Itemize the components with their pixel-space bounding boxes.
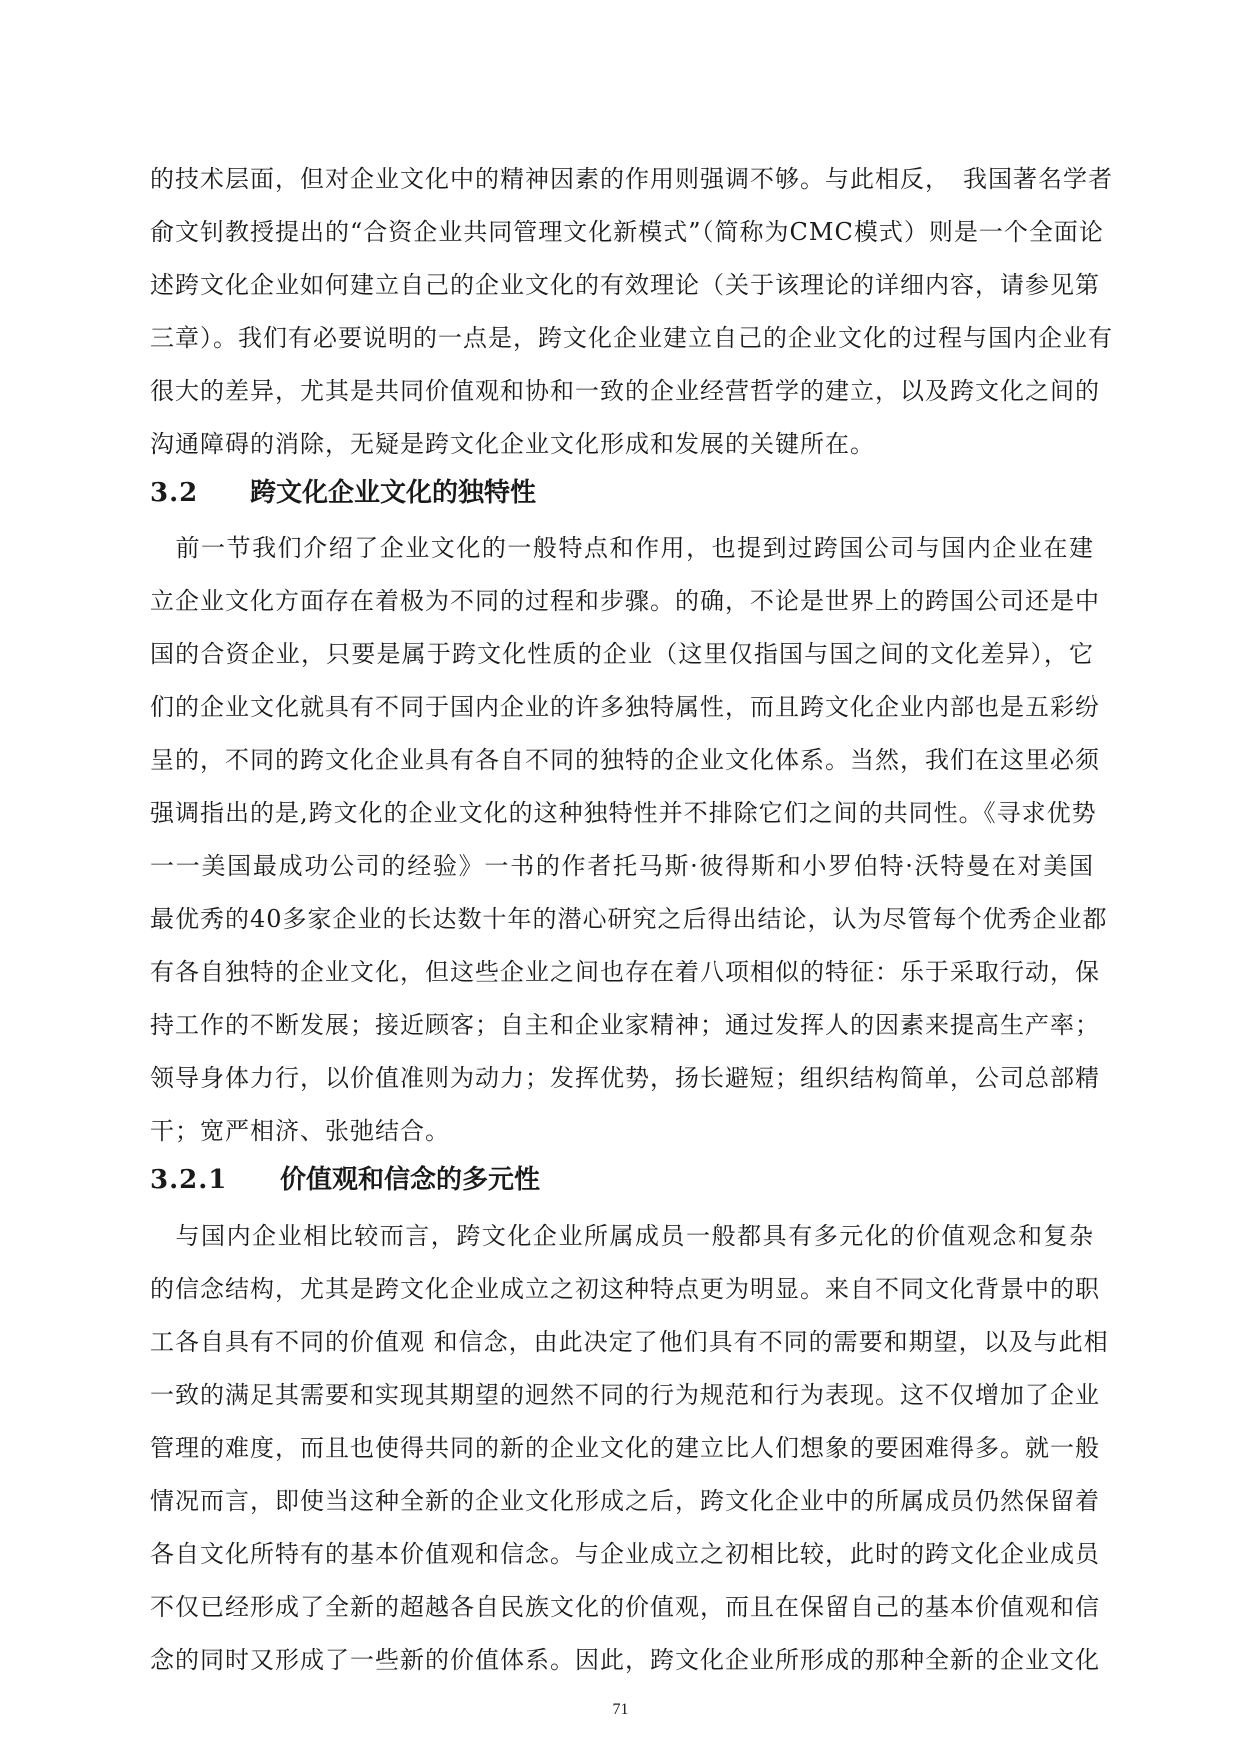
section-heading-3-2	[150, 477, 1094, 509]
paragraph-3-line-6: 情况而言，即使当这种全新的企业文化形成之后，跨文化企业中的所属成员仍然保留着	[150, 1487, 1100, 1515]
paragraph-3-line-2: 的信念结构，尤其是跨文化企业成立之初这种特点更为明显。来自不同文化背景中的职	[150, 1275, 1100, 1303]
paragraph-2-line-11: 领导身体力行，以价值准则为动力；发挥优势，扬长避短；组织结构简单，公司总部精	[150, 1064, 1100, 1092]
paragraph-3-line-4: 一致的满足其需要和实现其期望的迥然不同的行为规范和行为表现。这不仅增加了企业	[150, 1381, 1100, 1409]
paragraph-2-line-6: 强调指出的是,跨文化的企业文化的这种独特性并不排除它们之间的共同性。《寻求优势	[150, 799, 1097, 827]
section-number: 3.2	[150, 478, 199, 508]
paragraph-2-line-3: 国的合资企业，只要是属于跨文化性质的企业（这里仅指国与国之间的文化差异），它	[150, 640, 1094, 668]
paragraph-2-line-5: 呈的，不同的跨文化企业具有各自不同的独特的企业文化体系。当然，我们在这里必须	[150, 746, 1100, 774]
section-number: 3.2.1	[150, 1165, 228, 1195]
paragraph-1-line-6: 沟通障碍的消除，无疑是跨文化企业文化形成和发展的关键所在。	[150, 430, 875, 458]
paragraph-3-line-5: 管理的难度，而且也使得共同的新的企业文化的建立比人们想象的要困难得多。就一般	[150, 1434, 1100, 1462]
paragraph-1-line-2: 俞文钊教授提出的“合资企业共同管理文化新模式”（简称为CMC模式）则是一个全面论	[150, 218, 1104, 246]
paragraph-2-line-8: 最优秀的40多家企业的长达数十年的潜心研究之后得出结论，认为尽管每个优秀企业都	[150, 905, 1108, 933]
paragraph-1-line-4: 三章）。我们有必要说明的一点是，跨文化企业建立自己的企业文化的过程与国内企业有	[150, 324, 1113, 352]
page-number: 71	[612, 1701, 629, 1718]
paragraph-2-line-10: 持工作的不断发展；接近顾客；自主和企业家精神；通过发挥人的因素来提高生产率；	[150, 1011, 1100, 1039]
paragraph-2-line-9: 有各自独特的企业文化，但这些企业之间也存在着八项相似的特征：乐于采取行动，保	[150, 958, 1100, 986]
paragraph-2-line-7: 一一美国最成功公司的经验》一书的作者托马斯·彼得斯和小罗伯特·沃特曼在对美国	[150, 852, 1094, 880]
paragraph-3-line-3: 工各自具有不同的价值观 和信念，由此决定了他们具有不同的需要和期望，以及与此相	[150, 1328, 1109, 1356]
paragraph-1-line-3: 述跨文化企业如何建立自己的企业文化的有效理论（关于该理论的详细内容，请参见第	[150, 271, 1100, 299]
paragraph-3-line-9: 念的同时又形成了一些新的价值体系。因此，跨文化企业所形成的那种全新的企业文化	[150, 1646, 1100, 1674]
paragraph-3-line-1: 与国内企业相比较而言，跨文化企业所属成员一般都具有多元化的价值观念和复杂	[150, 1222, 1094, 1250]
paragraph-2-line-1: 前一节我们介绍了企业文化的一般特点和作用，也提到过跨国公司与国内企业在建	[150, 534, 1094, 562]
paragraph-3-line-7: 各自文化所特有的基本价值观和信念。与企业成立之初相比较，此时的跨文化企业成员	[150, 1540, 1100, 1568]
paragraph-2-line-4: 们的企业文化就具有不同于国内企业的许多独特属性，而且跨文化企业内部也是五彩纷	[150, 693, 1100, 721]
section-title: 价值观和信念的多元性	[280, 1165, 541, 1195]
paragraph-1-line-5: 很大的差异，尤其是共同价值观和协和一致的企业经营哲学的建立，以及跨文化之间的	[150, 377, 1100, 405]
section-title: 跨文化企业文化的独特性	[250, 478, 537, 508]
paragraph-2-line-2: 立企业文化方面存在着极为不同的过程和步骤。的确，不论是世界上的跨国公司还是中	[150, 587, 1100, 615]
section-heading-3-2-1	[150, 1164, 1094, 1196]
paragraph-1-line-1: 的技术层面，但对企业文化中的精神因素的作用则强调不够。与此相反， 我国著名学者	[150, 165, 1113, 193]
paragraph-2-line-12: 干；宽严相济、张弛结合。	[150, 1117, 450, 1145]
paragraph-3-line-8: 不仅已经形成了全新的超越各自民族文化的价值观，而且在保留自己的基本价值观和信	[150, 1593, 1100, 1621]
